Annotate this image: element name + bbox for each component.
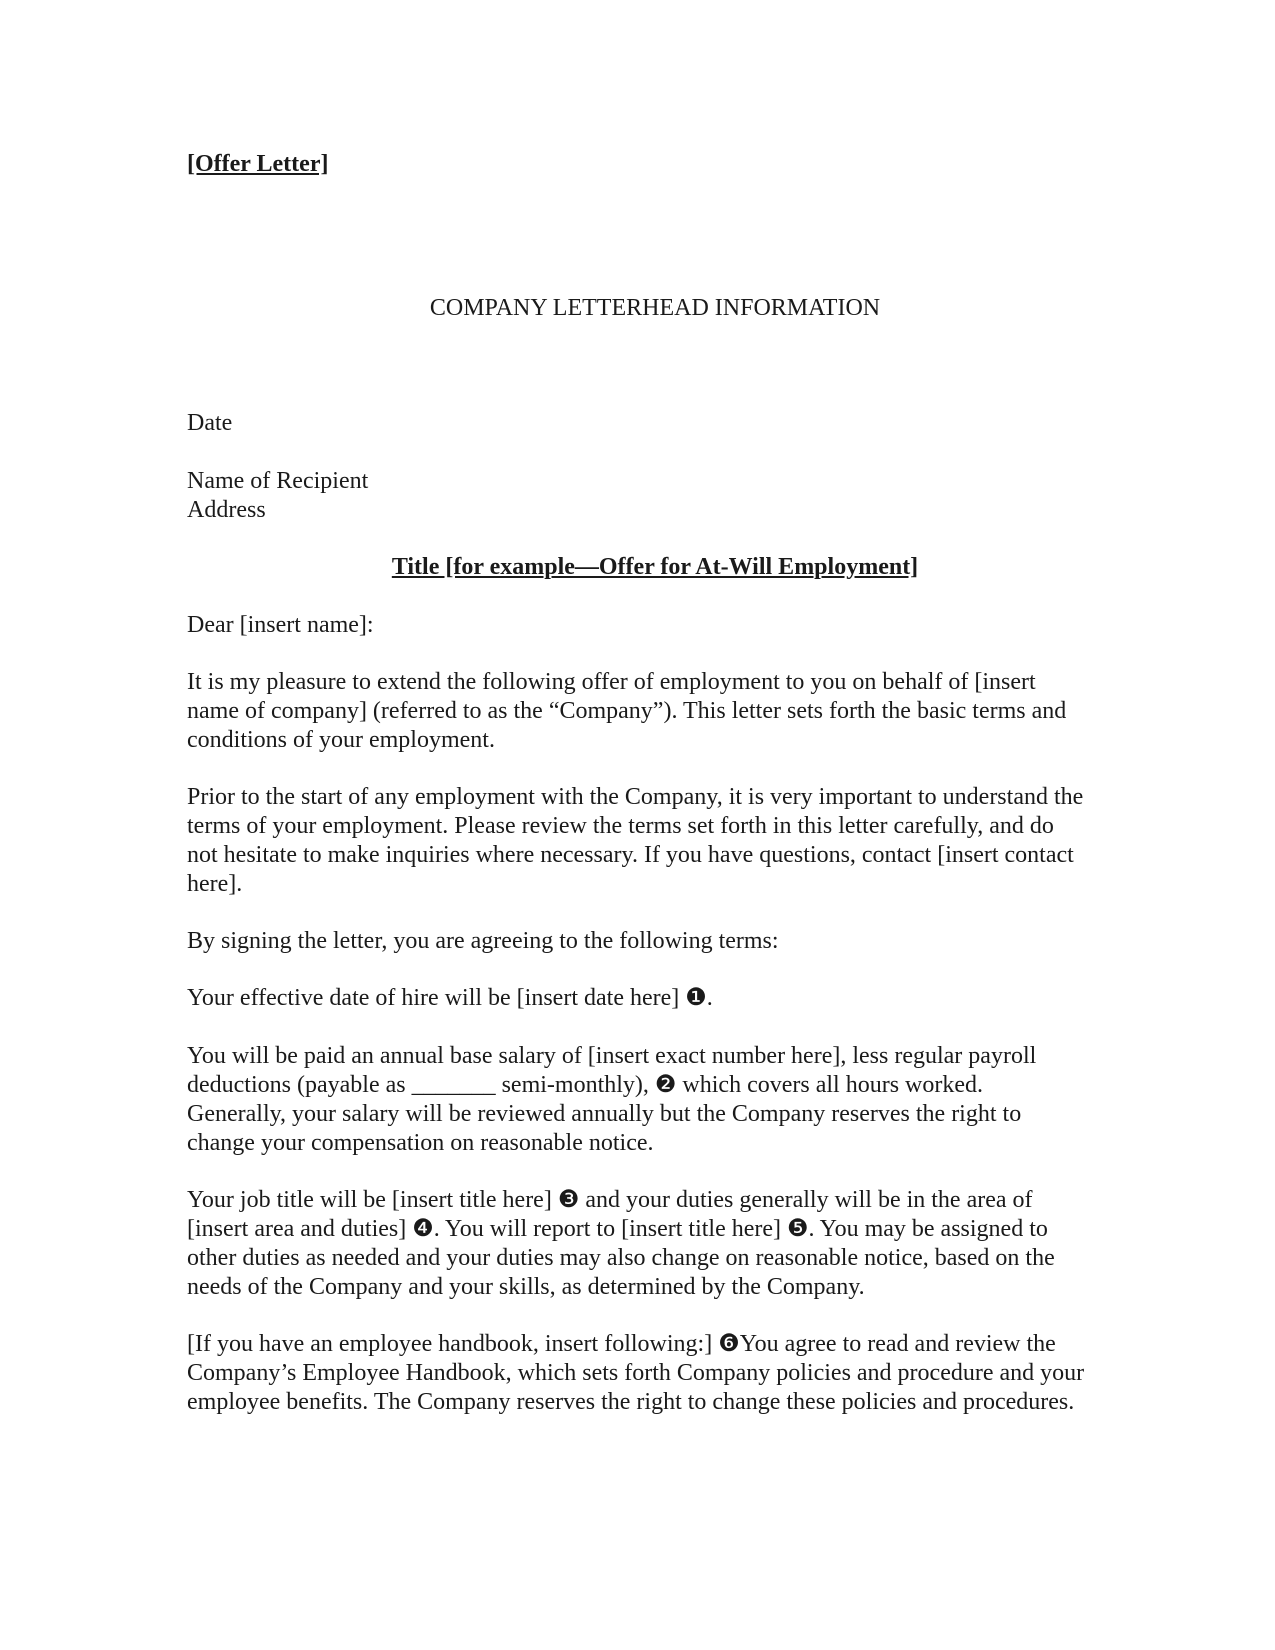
paragraph-line: here]. (187, 871, 243, 897)
paragraph-line: Prior to the start of any employment with the Company, it is very important to understand the (187, 784, 1084, 810)
paragraph-line: Company’s Employee Handbook, which sets forth Company policies and procedure and your (187, 1360, 1085, 1386)
paragraph-introduction (187, 668, 1127, 755)
paragraph-salary (187, 1042, 1127, 1158)
paragraph-line: [If you have an employee handbook, insert following:] ❻You agree to read and review the (187, 1331, 1056, 1357)
paragraph-line: It is my pleasure to extend the following offer of employment to you on behalf of [insert (187, 669, 1036, 695)
letter-date: Date (187, 410, 233, 436)
paragraph-line: [insert area and duties] ❹. You will report to [insert title here] ❺. You may be assigned to (187, 1216, 1048, 1242)
paragraph-line: needs of the Company and your skills, as determined by the Company. (187, 1274, 865, 1300)
paragraph-line: name of company] (referred to as the “Company”). This letter sets forth the basic terms and (187, 698, 1067, 724)
paragraph-line: By signing the letter, you are agreeing to the following terms: (187, 928, 779, 954)
paragraph-agreement (187, 927, 1127, 956)
paragraph-line: deductions (payable as _______ semi-monthly), ❷ which covers all hours worked. (187, 1072, 984, 1098)
company-letterhead: COMPANY LETTERHEAD INFORMATION (429, 295, 881, 321)
paragraph-line: change your compensation on reasonable notice. (187, 1130, 654, 1156)
paragraph-line: Generally, your salary will be reviewed annually but the Company reserves the right to (187, 1101, 1022, 1127)
paragraph-line: terms of your employment. Please review the terms set forth in this letter carefully, and do (187, 813, 1054, 839)
paragraph-line: Your job title will be [insert title here] ❸ and your duties generally will be in the area of (187, 1187, 1033, 1213)
recipient-address: Address (187, 497, 266, 523)
letter-subject-title: Title [for example—Offer for At-Will Employment] (391, 554, 919, 580)
document-label: [Offer Letter] (187, 151, 329, 177)
paragraph-line: employee benefits. The Company reserves the right to change these policies and procedures. (187, 1389, 1075, 1415)
paragraph-handbook (187, 1330, 1127, 1417)
paragraph-hire-date (187, 984, 1127, 1013)
paragraph-line: not hesitate to make inquiries where necessary. If you have questions, contact [insert contact (187, 842, 1074, 868)
recipient-name: Name of Recipient (187, 468, 369, 494)
paragraph-line: conditions of your employment. (187, 727, 495, 753)
salutation: Dear [insert name]: (187, 612, 374, 638)
paragraph-line: other duties as needed and your duties may also change on reasonable notice, based on the (187, 1245, 1055, 1271)
paragraph-line: Your effective date of hire will be [insert date here] ❶. (187, 985, 713, 1011)
paragraph-review-terms (187, 783, 1127, 899)
paragraph-line: You will be paid an annual base salary of [insert exact number here], less regular payroll (187, 1043, 1037, 1069)
paragraph-job-title (187, 1186, 1127, 1302)
